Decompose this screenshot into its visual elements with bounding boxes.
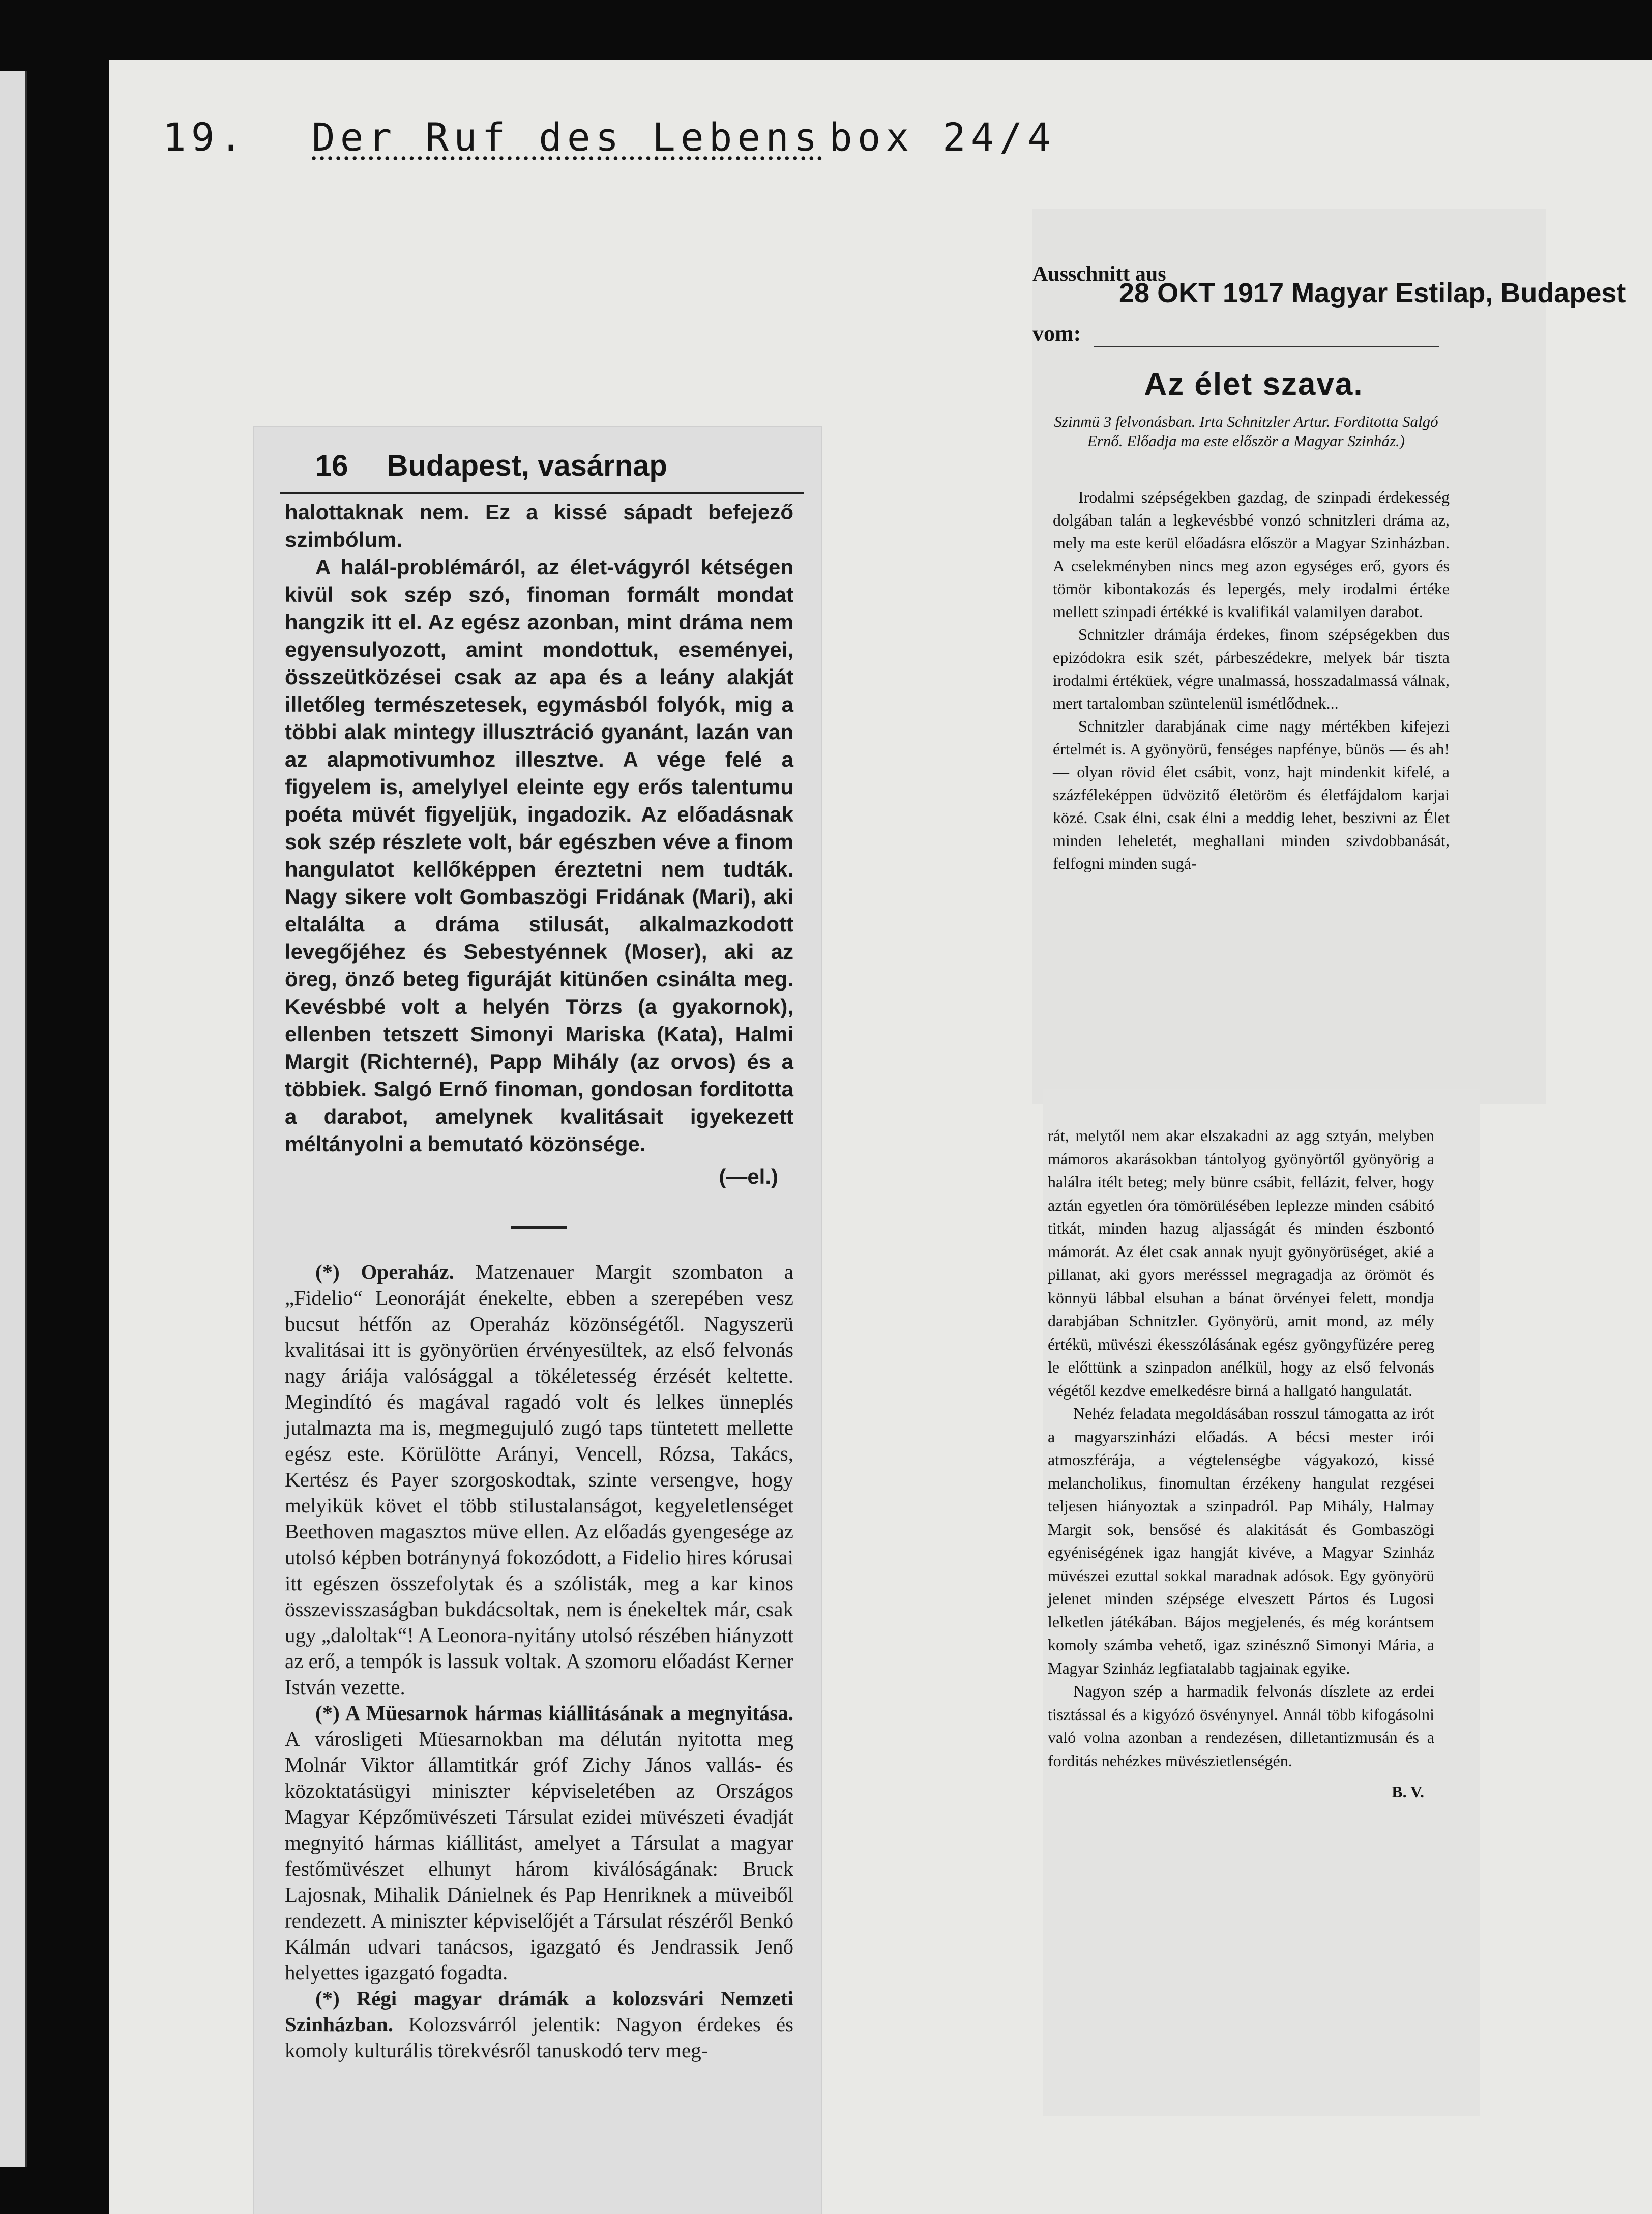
review-column (285, 499, 793, 2063)
news-note-text: A városligeti Müesarnokban ma délután nyitotta meg Molnár Viktor államtitkár gróf Zichy János vallás- és közoktatásügyi miniszter képviseletében az Országos Magyar Képzőmüvészeti Társulat ezidei müvészeti évadját megnyitó hármas kiállitást, amelyet a Társulat a magyar festőmüvészet elhunyt három kiválóságának: Bruck Lajosnak, Mihalik Dánielnek és Pap Henriknek a müveiből rendezett. A miniszter képviselőjét a Társulat részéről Benkó Kálmán udvari tanácsos, igazgató és Jendrassik Jenő helyettes igazgató fogadta. (285, 1727, 793, 1984)
masthead-rule (280, 492, 804, 494)
news-note-lead: (*) Operaház. (315, 1260, 454, 1284)
article-paragraph: Schnitzler drámája érdekes, finom szépségekben dus epizódokra esik szét, párbeszédekre, melyek bár tiszta irodalmi értéküek, végre unalmassá, hosszadalmassá válnak, mert tartalomban szüntelenül ismétlődnek... (1053, 625, 1450, 712)
review-signature: (—el.) (719, 1164, 778, 1188)
article-continuation (1048, 1124, 1434, 1804)
section-divider (511, 1226, 567, 1229)
news-note (285, 1259, 793, 1700)
news-note (285, 1986, 793, 2063)
page-number: 16 (315, 449, 348, 482)
news-note-lead: (*) A Müesarnok hármas kiállitásának a megnyitása. (315, 1701, 793, 1725)
news-note-text: Kolozsvárról jelentik: Nagyon érdekes és komoly kulturális törekvésről tanuskodó terv meg- (285, 2013, 793, 2062)
left-newspaper-clipping (254, 427, 821, 2214)
adjacent-sheet-edge (0, 71, 27, 2167)
clipping-masthead (315, 449, 667, 483)
article-paragraph: Irodalmi szépségekben gazdag, de szinpadi érdekesség dolgában talán a legkevésbbé vonzó schnitzleri dráma az, mely ma este kerül előadásra először a Magyar Szinházban. A cselekményben nincs meg azon egységes erő, gyors és tömör kibontakozás és lepergés, mely irodalmi értéke mellett szinpadi értékké is kvalifikál valamilyen darabot. (1053, 488, 1450, 621)
article-paragraph: rát, melytől nem akar elszakadni az agg sztyán, melyben mámoros akarásokban tántolyog gyönyörtől gyönyörig a halálra itélt beteg; mely bünre csábit, fellázit, felver, hogy aztán egyetlen óra tömörülésében leplezze minden csábitó titkát, minden hazug aljasságát és minden észbontó mámorát. Az élet csak annak nyujt gyönyörüséget, akié a pillanat, aki gyors merésssel megragadja az örömöt és könnyü lábbal elsuhan a bánat örvényei felett, mondja darabjában Schnitzler. Gyönyörü, amit mond, az mély értékü, müvészi ékesszólásának egész gyöngyfüzére pereg le előttünk a szinpadon anélkül, hogy az első felvonás végétől kezdve emelkedésre birná a hallgató hangulatát. (1048, 1126, 1434, 1400)
news-note-text: Matzenauer Margit szombaton a „Fidelio“ Leonoráját énekelte, ebben a szerepében vesz bucsut hétfőn az Operaház közönségétől. Nagyszerü kvalitásai itt is gyönyörüen érvényesültek, az első felvonás nagy áriája valósággal a tökéletesség érzését keltette. Megindító és magával ragadó volt és lelkes ünneplés jutalmazta ma is, megmegujuló zugó taps tüntetett mellette egész este. Körülötte Arányi, Vencell, Rózsa, Takács, Kertész és Payer szorgoskodtak, szinte versengve, hogy melyikük követ el több stilustalanságot, kegyeletlenséget Beethoven magasztos müve ellen. Az előadás gyengesége az utolsó képben botránynyá fokozódott, a Fidelio hires kórusai itt egészen összefolytak és a szólisták, meg a kar kinos összevisszaságban bukdácsoltak, nem is énekeltek már, csak ugy „daloltak“! A Leonora-nyitány utolsó részében hiányzott az erő, a tempók is lassuk voltak. A szomoru előadást Kerner István vezette. (285, 1260, 793, 1699)
article-title: Az élet szava. (1144, 367, 1364, 402)
article-signature: B. V. (1392, 1783, 1424, 1801)
news-notes (285, 1259, 793, 2063)
vom-label: vom: (1032, 321, 1081, 346)
article-lead: Szinmü 3 felvonásban. Irta Schnitzler Artur. Forditotta Salgó Ernő. Előadja ma este először a Magyar Szinház.) (1054, 413, 1438, 450)
header-title: Der Ruf des Lebens (312, 114, 822, 160)
article-paragraph: Nehéz feladata megoldásában rosszul támogatta az irót a magyarszinházi előadás. A bécsi mester irói atmoszférája, a végtelenségbe vágyakozó, kissé melancholikus, finomultan érzékeny hangulat rezgései teljesen hiányoztak a szinpadról. Pap Mihály, Halmay Margit sok, bensősé és alakitását és Gombaszögi egyéniségének igaz hangját kivéve, a Magyar Szinház müvészei ezuttal sokkal maradnak adósok. Egy gyönyörü jelenet minden szépsége elveszett Pártos és Lugosi lelketlen játékában. Bájos megjelenés, és még korántsem komoly számba vehető, igaz szinésznő Simonyi Mária, a Magyar Szinház legfiatalabb tagjainak egyike. (1048, 1404, 1434, 1677)
ausschnitt-label: Ausschnitt aus (1032, 263, 1166, 286)
news-note-lead: (*) Régi magyar drámák a kolozsvári Nemzeti Szinházban. (285, 1987, 793, 2036)
masthead-text: Budapest, vasárnap (387, 449, 667, 482)
vom-line (1094, 346, 1439, 347)
header-box-label: box 24/4 (829, 114, 1056, 160)
date-source-stamp: 28 OKT 1917 Magyar Estilap, Budapest (1119, 278, 1626, 308)
header-number: 19. (163, 114, 248, 160)
review-paragraph: A halál-problémáról, az élet-vágyról kétségen kivül sok szép szó, finoman formált mondat hangzik itt el. Az egész azonban, mint dráma nem egyensulyozott, amint mondottuk, eseményei, összeütközései csak az apa és a leány alakját illetőleg természetesek, egymásból folyók, mig a többi alak mintegy illusztráció gyanánt, lazán van az alapmotivumhoz illesztve. A vége felé a figyelem is, amelylyel eleinte egy erős talentumu poéta müvét figyeljük, ingadozik. Az előadásnak sok szép részlete volt, bár egészben véve a finom hangulatot kellőképpen éreztetni nem tudták. Nagy sikere volt Gombaszögi Fridának (Mari), aki eltalálta a dráma stilusát, alkalmazkodott levegőjéhez és Sebestyénnek (Moser), aki az öreg, önző beteg figuráját kitünően csinálta meg. Kevésbbé volt a helyén Törzs (a gyakornok), ellenben tetszett Simonyi Mariska (Kata), Halmi Margit (Richterné), Papp Mihály (az orvos) és a többiek. Salgó Ernő finoman, gondosan forditotta a darabot, amelynek kvalitásait igyekezett méltányolni a bemutató közönsége. (285, 555, 793, 1156)
article-paragraph: Nagyon szép a harmadik felvonás díszlete az erdei tisztással és a kigyózó ösvénynyel. Annál több kifogásolni való volna azonban a rendezésen, dilletantizmusán és a forditás nehézkes müvészietlenségén. (1048, 1682, 1434, 1770)
news-note (285, 1700, 793, 1986)
page-header (163, 114, 1056, 170)
review-paragraph: halottaknak nem. Ez a kissé sápadt befejező szimbólum. (285, 500, 793, 551)
article-paragraph: Schnitzler darabjának cime nagy mértékben kifejezi értelmét is. A gyönyörü, fenséges napfénye, bünös — és ah! — olyan rövid élet csábit, vonz, hajt mindenkit kifelé, a százféleképpen üdvözitő életöröm és életfájdalom karjai közé. Csak élni, csak élni a meddig lehet, beszivni az Élet minden leheletét, meghallani minden szivdobbanását, felfogni minden sugá- (1053, 717, 1450, 872)
article-body (1053, 486, 1450, 875)
